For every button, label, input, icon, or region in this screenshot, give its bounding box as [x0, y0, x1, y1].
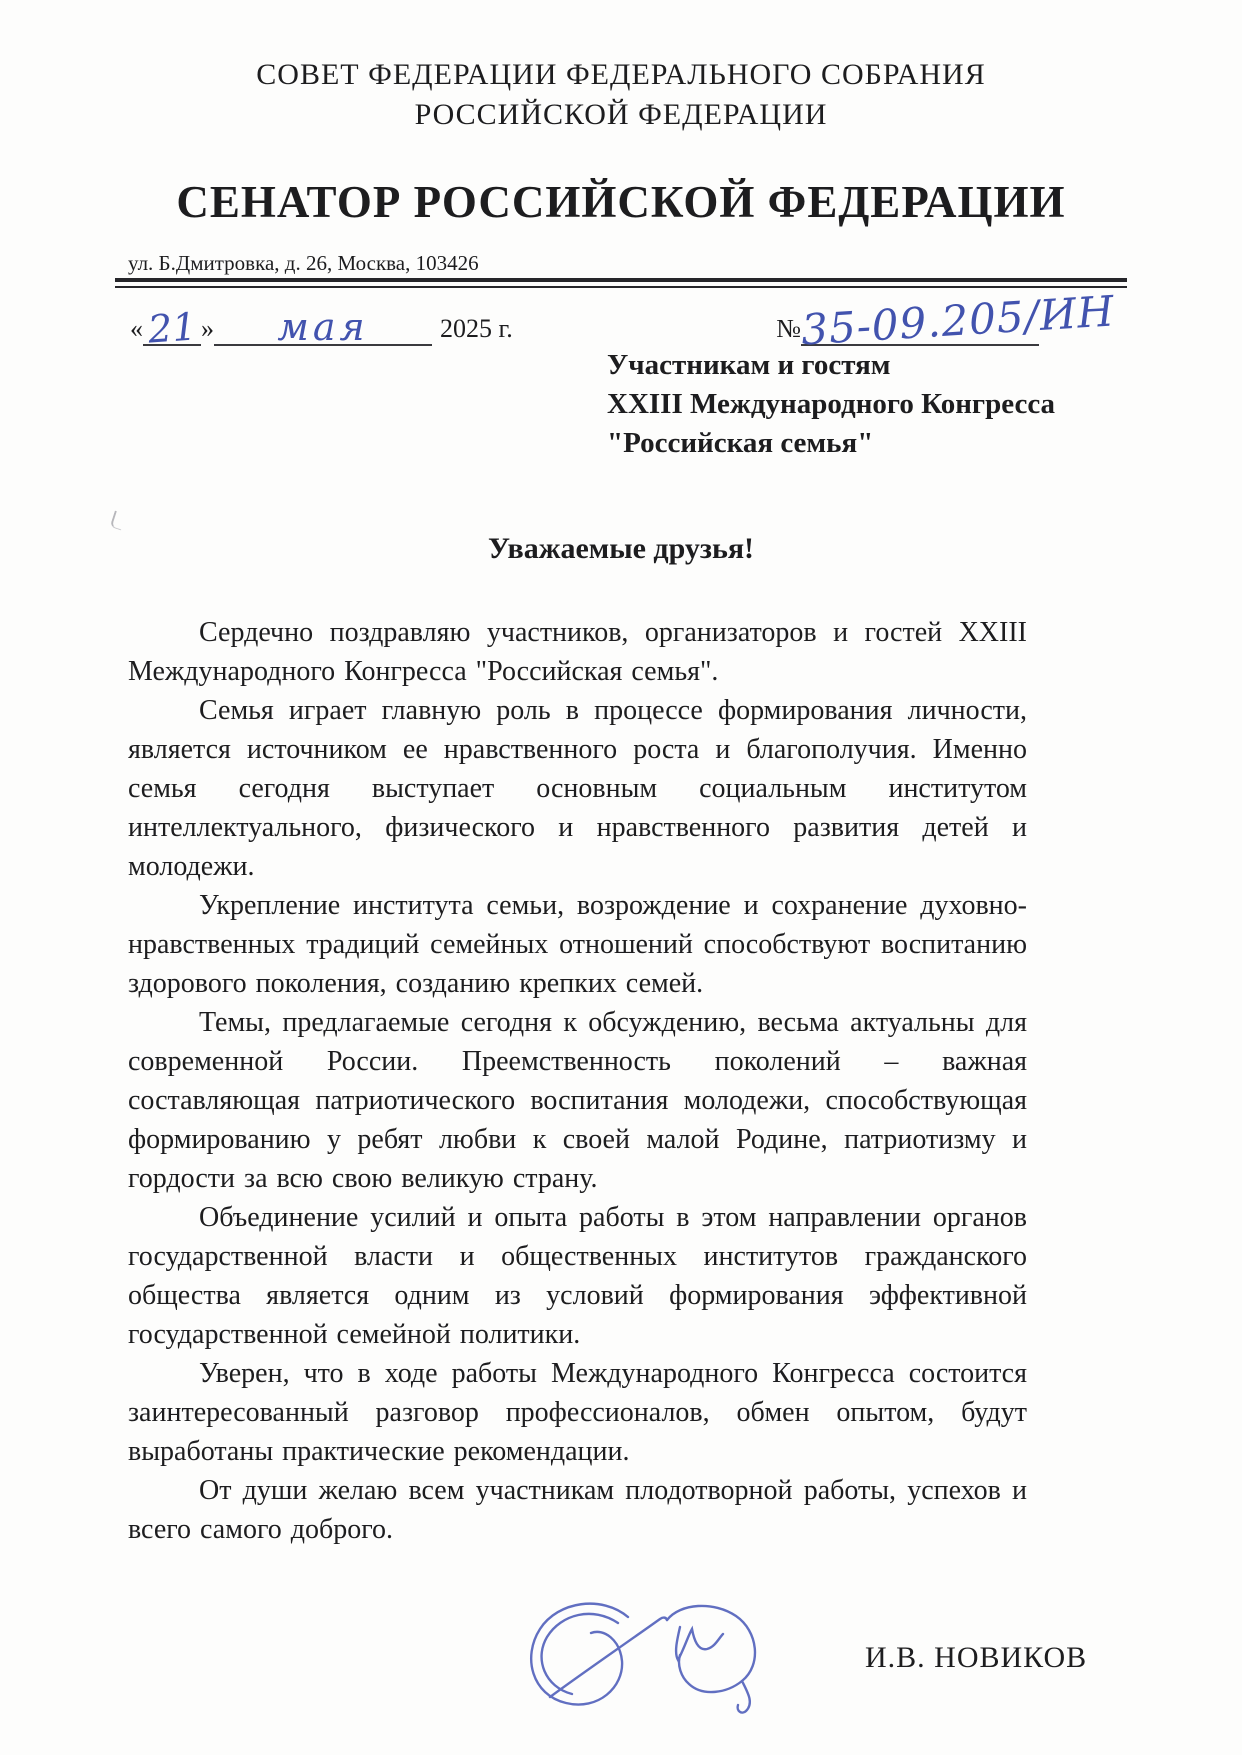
body-paragraph: Объединение усилий и опыта работы в этом направлении органов государственной власти и общественных институтов гражданского общества является одним из условий формирования эффективной государственной семейной политики. [128, 1202, 1027, 1350]
handwritten-month: мая [277, 305, 369, 349]
number-blank [799, 286, 1117, 355]
letter-body [128, 613, 1027, 1549]
body-paragraph: Темы, предлагаемые сегодня к обсуждению, весьма актуальны для современной России. Преемственность поколений – важная составляющая патриотического воспитания молодежи, способствующая формированию у ребят любви к своей малой Родине, патриотизму и гордости за всю свою великую страну. [128, 1007, 1027, 1194]
signer-name: И.В. НОВИКОВ [865, 1641, 1088, 1674]
org-name-line2: РОССИЙСКОЙ ФЕДЕРАЦИИ [414, 98, 828, 131]
addressee-line1: Участникам и гостям [607, 349, 891, 381]
scan-artifact-mark [110, 511, 127, 531]
signature-block [115, 1549, 1127, 1755]
salutation: Уважаемые друзья! [487, 532, 755, 565]
handwritten-day: 21 [146, 304, 198, 352]
body-paragraph: Сердечно поздравляю участников, организаторов и гостей XXIII Международного Конгресса "Российская семья". [128, 617, 1027, 687]
body-paragraph: Укрепление института семьи, возрождение и сохранение духовно-нравственных традиций семейных отношений способствуют воспитанию здорового поколения, созданию крепких семей. [128, 890, 1027, 999]
body-paragraph: От души желаю всем участникам плодотворной работы, успехов и всего самого доброго. [128, 1475, 1027, 1545]
date-close-quote: » [201, 314, 214, 343]
date-field [130, 304, 513, 352]
date-year: 2025 г. [440, 314, 513, 343]
number-field [776, 286, 1117, 355]
addressee-line2: XXIII Международного Конгресса [607, 388, 1056, 420]
date-day-blank [143, 304, 201, 352]
org-name-line1: СОВЕТ ФЕДЕРАЦИИ ФЕДЕРАЛЬНОГО СОБРАНИЯ [256, 58, 986, 91]
handwritten-signature-icon [500, 1579, 765, 1729]
body-paragraph: Семья играет главную роль в процессе формирования личности, является источником ее нравственного роста и благополучия. Именно семья сегодня выступает основным социальным институтом интеллектуального, физического и нравственного развития детей и молодежи. [128, 695, 1027, 882]
meta-row [115, 286, 1127, 355]
sender-title: СЕНАТОР РОССИЙСКОЙ ФЕДЕРАЦИИ [176, 177, 1066, 227]
addressee-line3: "Российская семья" [607, 427, 874, 459]
sender-address: ул. Б.Дмитровка, д. 26, Москва, 103426 [128, 251, 479, 275]
date-open-quote: « [130, 314, 143, 343]
body-paragraph: Уверен, что в ходе работы Международного Конгресса состоится заинтересованный разговор профессионалов, обмен опытом, будут выработаны практические рекомендации. [128, 1358, 1027, 1467]
date-month-blank [214, 305, 432, 349]
handwritten-number: 35-09.205/ИН [799, 286, 1117, 355]
addressee-block [607, 346, 1127, 463]
letterhead-divider [115, 278, 1127, 288]
number-sign: № [776, 314, 801, 343]
